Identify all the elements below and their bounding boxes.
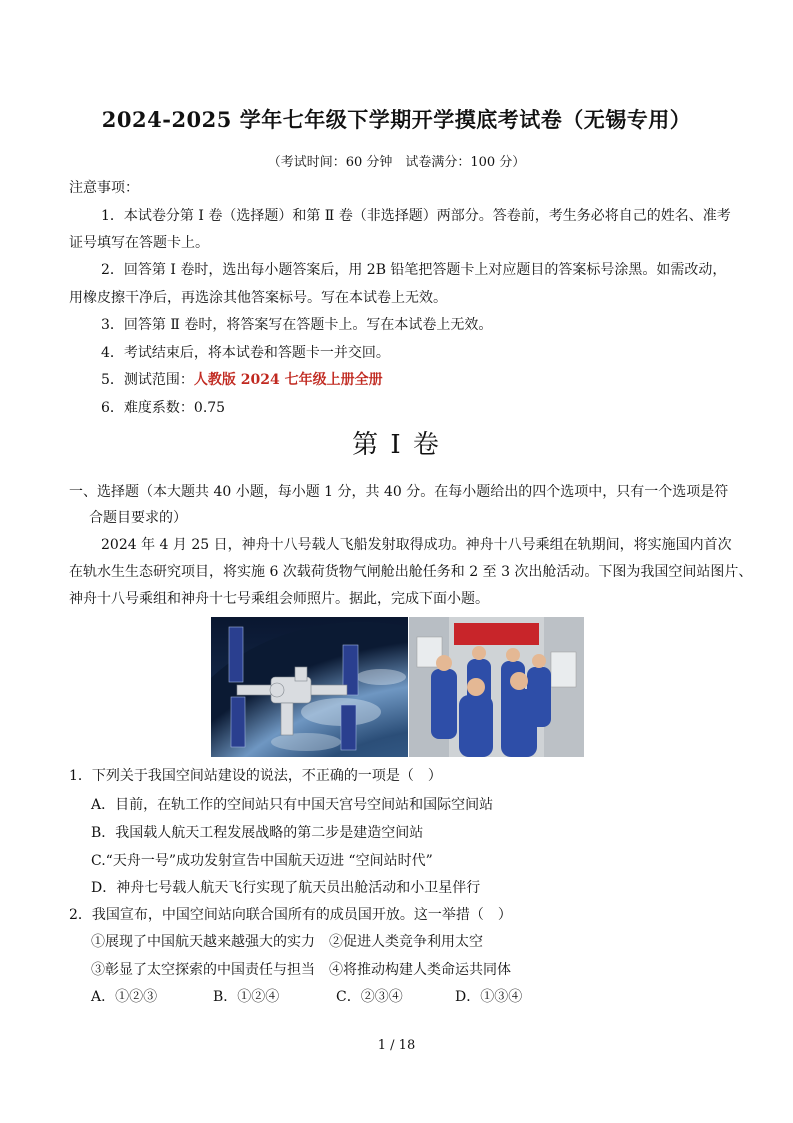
question-1-option-b: B．我国载人航天工程发展战略的第二步是建造空间站 [91, 825, 424, 841]
test-scope: 人教版 2024 七年级上册全册 [193, 372, 383, 388]
volume-title: 第 Ⅰ 卷 [352, 430, 441, 460]
question-1-option-c: C.“天舟一号”成功发射宣告中国航天迈进 “空间站时代” [91, 853, 433, 869]
question-2-option-b: B．①②④ [213, 989, 280, 1005]
question-2-stem: 2．我国宣布，中国空间站向联合国所有的成员国开放。这一举措（ ） [69, 907, 512, 923]
notice-item-5 [101, 369, 383, 389]
passage-line-3: 神舟十八号乘组和神舟十七号乘组会师照片。据此，完成下面小题。 [69, 591, 489, 607]
notice-item-6: 6．难度系数：0.75 [101, 400, 226, 416]
page-number: 1 / 18 [377, 1038, 416, 1053]
exam-title: 2024-2025 学年七年级下学期开学摸底考试卷（无锡专用） [101, 107, 692, 132]
notice-item-4: 4．考试结束后，将本试卷和答题卡一并交回。 [101, 345, 390, 361]
passage-line-2: 在轨水生生态研究项目，将实施 6 次载荷货物气闸舱出舱任务和 2 至 3 次出舱活动。下图为我国空间站图片、 [69, 564, 753, 580]
question-2-options [91, 986, 551, 1006]
notice-item-2-line-1: 2．回答第 Ⅰ 卷时，选出每小题答案后，用 2B 铅笔把答题卡上对应题目的答案标号涂黑。如需改动， [101, 262, 727, 278]
astronaut-crews-photo [409, 617, 584, 757]
question-1-option-d: D．神舟七号载人航天飞行实现了航天员出舱活动和小卫星伴行 [91, 880, 481, 896]
notice-item-1-line-1: 1．本试卷分第 Ⅰ 卷（选择题）和第 Ⅱ 卷（非选择题）两部分。答卷前，考生务必将自己的姓名、准考 [101, 208, 731, 224]
section-heading-line-1: 一、选择题（本大题共 40 小题，每小题 1 分，共 40 分。在每小题给出的四个选项中，只有一个选项是符 [69, 484, 729, 500]
section-heading-line-2: 合题目要求的） [89, 510, 187, 526]
question-2-option-d: D．①③④ [455, 989, 523, 1005]
passage-line-1: 2024 年 4 月 25 日，神舟十八号载人飞船发射取得成功。神舟十八号乘组在轨期间，将实施国内首次 [101, 537, 732, 553]
question-2-statements-line-2: ③彰显了太空探索的中国责任与担当 ④将推动构建人类命运共同体 [91, 962, 511, 978]
question-2-option-c: C．②③④ [336, 989, 403, 1005]
exam-subtitle: （考试时间：60 分钟 试卷满分：100 分） [267, 155, 526, 170]
question-2-statements-line-1: ①展现了中国航天越来越强大的实力 ②促进人类竞争利用太空 [91, 934, 483, 950]
space-station-photo [211, 617, 408, 757]
notice-heading: 注意事项： [69, 180, 139, 196]
notice-item-2-line-2: 用橡皮擦干净后，再选涂其他答案标号。写在本试卷上无效。 [69, 290, 447, 306]
notice-item-3: 3．回答第 Ⅱ 卷时，将答案写在答题卡上。写在本试卷上无效。 [101, 317, 493, 333]
question-2-option-a: A．①②③ [91, 989, 158, 1005]
notice-item-5-prefix: 5．测试范围： [101, 372, 194, 388]
question-1-option-a: A．目前，在轨工作的空间站只有中国天宫号空间站和国际空间站 [91, 797, 494, 813]
notice-item-1-line-2: 证号填写在答题卡上。 [69, 235, 209, 251]
question-1-stem: 1．下列关于我国空间站建设的说法，不正确的一项是（ ） [69, 768, 442, 784]
